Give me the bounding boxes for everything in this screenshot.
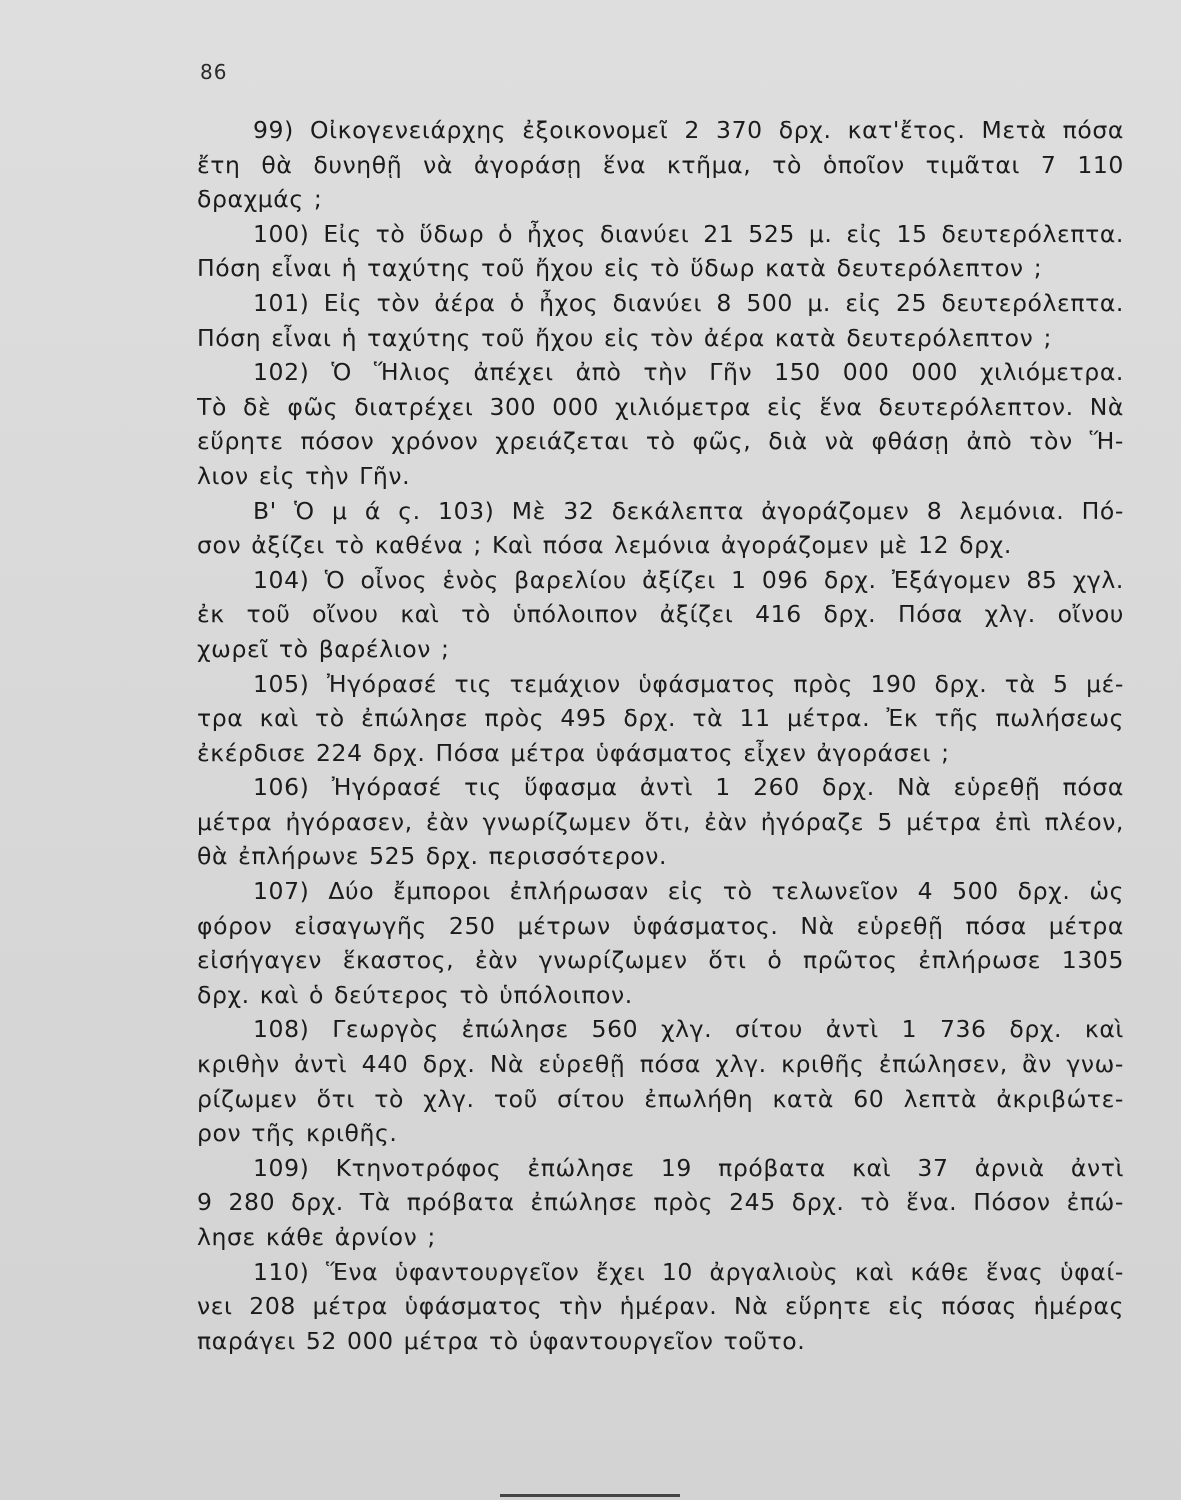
text-line: κριθὴν ἀντὶ 440 δρχ. Νὰ εὑρεθῇ πόσα χλγ. κριθῆς ἐπώλησεν, ἂν γνω- [197, 1050, 1124, 1079]
text-line: 106) Ἠγόρασέ τις ὕφασμα ἀντὶ 1 260 δρχ. Νὰ εὑρεθῇ πόσα [253, 773, 1124, 802]
text-line: 102) Ὁ Ἥλιος ἀπέχει ἀπὸ τὴν Γῆν 150 000 000 χιλιόμετρα. [253, 358, 1124, 387]
text-line: 109) Κτηνοτρόφος ἐπώλησε 19 πρόβατα καὶ 37 ἀρνιὰ ἀντὶ [253, 1153, 1124, 1182]
text-line: 104) Ὁ οἶνος ἑνὸς βαρελίου ἀξίζει 1 096 δρχ. Ἐξάγομεν 85 χγλ. [253, 565, 1124, 594]
text-line: Πόση εἶναι ἡ ταχύτης τοῦ ἤχου εἰς τὸ ὕδωρ κατὰ δευτερόλεπτον ; [197, 254, 1043, 283]
text-line: ἐκέρδισε 224 δρχ. Πόσα μέτρα ὑφάσματος εἶχεν ἀγοράσει ; [197, 738, 950, 767]
text-line: 101) Εἰς τὸν ἀέρα ὁ ἦχος διανύει 8 500 μ. εἰς 25 δευτερόλεπτα. [253, 288, 1124, 317]
text-line: ρον τῆς κριθῆς. [197, 1119, 398, 1148]
text-line: λησε κάθε ἀρνίον ; [197, 1223, 436, 1251]
text-line: 99) Οἰκογενειάρχης ἐξοικονομεῖ 2 370 δρχ. κατ'ἔτος. Μετὰ πόσα [253, 116, 1124, 144]
text-line: Πόση εἶναι ἡ ταχύτης τοῦ ἤχου εἰς τὸν ἀέρα κατὰ δευτερόλεπτον ; [197, 323, 1052, 352]
text-line: λιον εἰς τὴν Γῆν. [197, 461, 411, 490]
text-line: μέτρα ἠγόρασεν, ἐὰν γνωρίζωμεν ὅτι, ἐὰν ἠγόραζε 5 μέτρα ἐπὶ πλέον, [197, 807, 1124, 836]
text-line: φόρον εἰσαγωγῆς 250 μέτρων ὑφάσματος. Νὰ εὑρεθῇ πόσα μέτρα [197, 911, 1124, 940]
page-number: 86 [200, 60, 228, 84]
text-line: Β' Ὁ μ ά ς. 103) Μὲ 32 δεκάλεπτα ἀγοράζομεν 8 λεμόνια. Πό- [253, 496, 1124, 525]
text-line: ρίζωμεν ὅτι τὸ χλγ. τοῦ σίτου ἐπωλήθη κατὰ 60 λεπτὰ ἀκριβώτε- [197, 1084, 1124, 1113]
text-line: ἔτη θὰ δυνηθῇ νὰ ἀγοράσῃ ἕνα κτῆμα, τὸ ὁποῖον τιμᾶται 7 110 [197, 150, 1124, 179]
text-line: 9 280 δρχ. Τὰ πρόβατα ἐπώλησε πρὸς 245 δρχ. τὸ ἕνα. Πόσον ἐπώ- [197, 1188, 1124, 1217]
text-line: δραχμάς ; [197, 185, 323, 214]
text-line: Τὸ δὲ φῶς διατρέχει 300 000 χιλιόμετρα εἰς ἕνα δευτερόλεπτον. Νὰ [197, 392, 1124, 421]
bottom-edge-rule [500, 1494, 680, 1497]
text-line: νει 208 μέτρα ὑφάσματος τὴν ἡμέραν. Νὰ εὕρητε εἰς πόσας ἡμέρας [197, 1292, 1124, 1321]
text-line: εὕρητε πόσον χρόνον χρειάζεται τὸ φῶς, διὰ νὰ φθάσῃ ἀπὸ τὸν Ἥ- [197, 427, 1124, 456]
text-line: τρα καὶ τὸ ἐπώλησε πρὸς 495 δρχ. τὰ 11 μέτρα. Ἐκ τῆς πωλήσεως [197, 704, 1124, 733]
text-line: δρχ. καὶ ὁ δεύτερος τὸ ὑπόλοιπον. [197, 980, 633, 1009]
text-line: εἰσήγαγεν ἕκαστος, ἐὰν γνωρίζωμεν ὅτι ὁ πρῶτος ἐπλήρωσε 1305 [197, 946, 1124, 975]
text-line: χωρεῖ τὸ βαρέλιον ; [197, 634, 450, 663]
text-line: παράγει 52 000 μέτρα τὸ ὑφαντουργεῖον τοῦτο. [197, 1326, 806, 1355]
text-line: 108) Γεωργὸς ἐπώλησε 560 χλγ. σίτου ἀντὶ 1 736 δρχ. καὶ [253, 1015, 1124, 1044]
exercise-text-block [197, 113, 1124, 1358]
text-line: ἐκ τοῦ οἴνου καὶ τὸ ὑπόλοιπον ἀξίζει 416 δρχ. Πόσα χλγ. οἴνου [197, 600, 1124, 629]
text-line: 110) Ἕνα ὑφαντουργεῖον ἔχει 10 ἀργαλιοὺς καὶ κάθε ἕνας ὑφαί- [253, 1257, 1124, 1286]
text-line: 107) Δύο ἔμποροι ἐπλήρωσαν εἰς τὸ τελωνεῖον 4 500 δρχ. ὡς [253, 877, 1124, 906]
text-line: 105) Ἠγόρασέ τις τεμάχιον ὑφάσματος πρὸς 190 δρχ. τὰ 5 μέ- [253, 669, 1124, 698]
text-line: σον ἀξίζει τὸ καθένα ; Καὶ πόσα λεμόνια ἀγοράζομεν μὲ 12 δρχ. [197, 531, 1012, 560]
text-line: θὰ ἐπλήρωνε 525 δρχ. περισσότερον. [197, 842, 668, 871]
text-line: 100) Εἰς τὸ ὕδωρ ὁ ἦχος διανύει 21 525 μ. εἰς 15 δευτερόλεπτα. [253, 219, 1124, 248]
